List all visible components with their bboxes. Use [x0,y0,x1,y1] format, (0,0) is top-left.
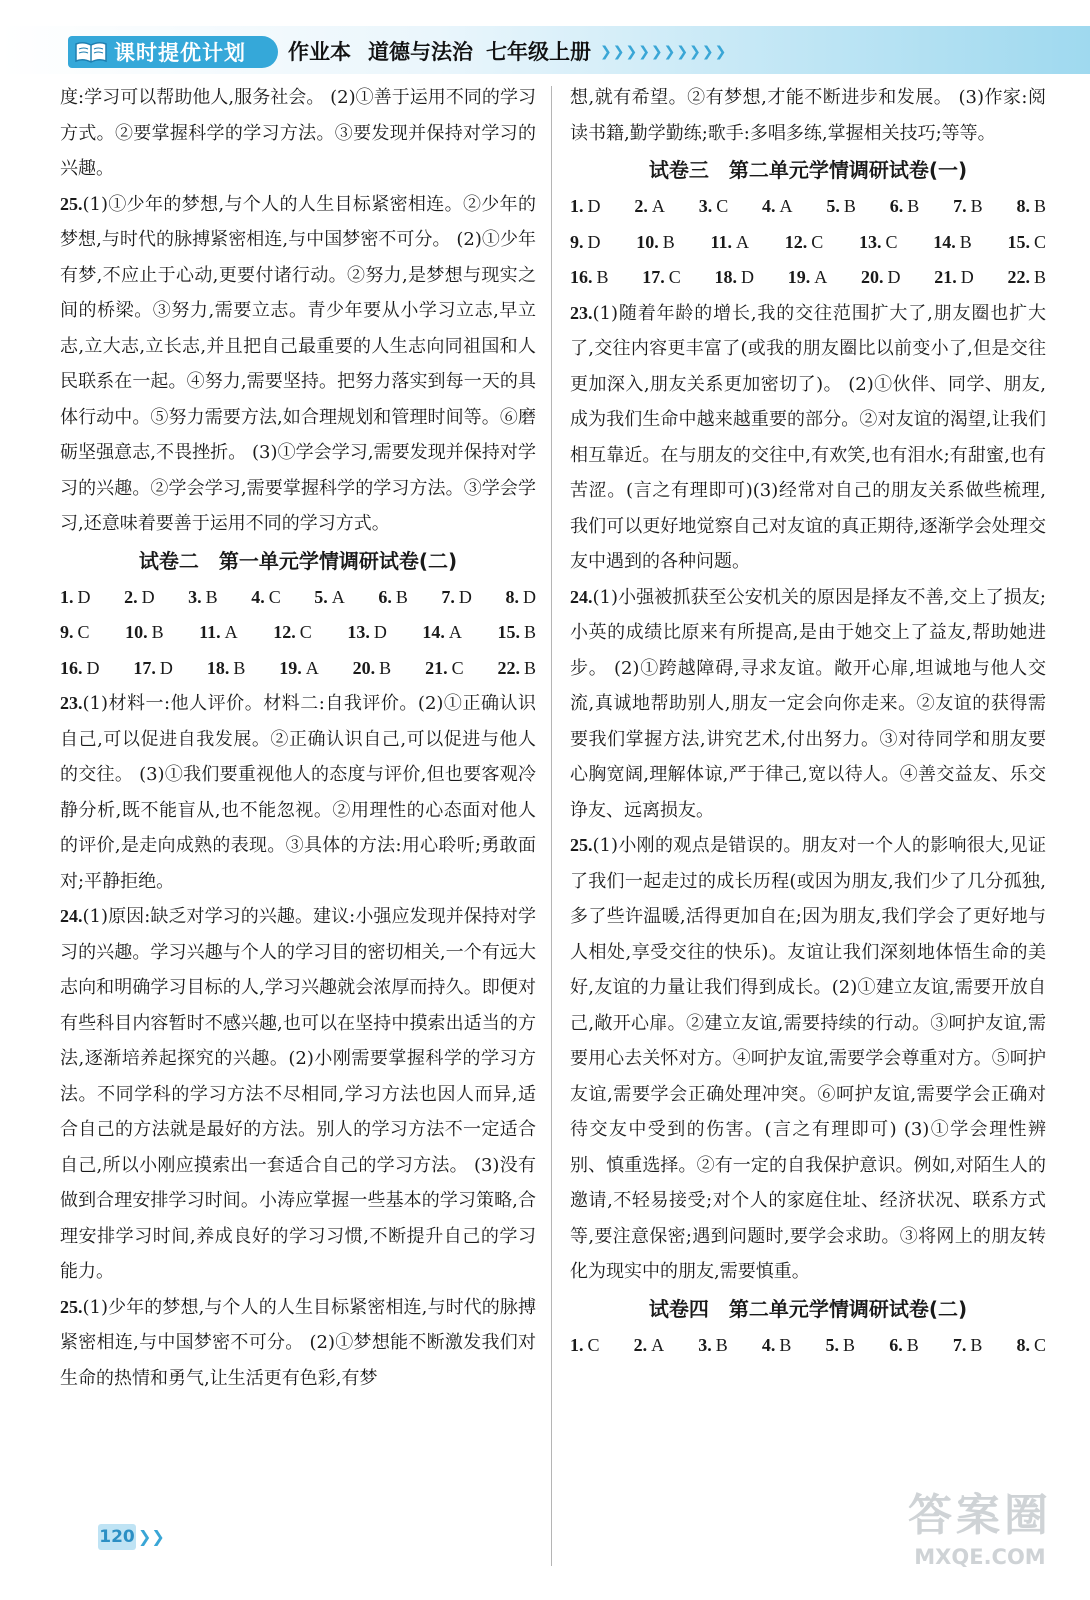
open-book-icon [68,36,114,68]
column-divider [551,86,552,1566]
answer-item: 8. C [1016,1334,1046,1355]
answer-text: (1)小强被抓获至公安机关的原因是择友不善,交上了损友;小英的成绩比原来有所提高,是由于她交上了益友,帮助她进步。 (2)①跨越障碍,寻求友谊。敞开心扉,坦诚地与他人交流,真诚地帮助别人,朋友一定会向你走来。②友谊的获得需要我们掌握方法,讲究艺术,付出努力。③对待同学和朋友要心胸宽阔,理解体谅,严于律己,宽以待人。④善交益友、乐交诤友、远离损友。 [570,586,1046,821]
answer-text: (1)原因:缺乏对学习的兴趣。建议:小强应发现并保持对学习的兴趣。学习兴趣与个人的学习目的密切相关,一个有远大志向和明确学习目标的人,学习兴趣就会浓厚而持久。即便对有些科目内容暂时不感兴趣,也可以在坚持中摸索出适当的方法,逐渐培养起探究的兴趣。(2)小刚需要掌握科学的学习方法。不同学科的学习方法不尽相同,学习方法也因人而异,适合自己的方法就是最好的方法。别人的学习方法不一定适合自己,所以小刚应摸索出一套适合自己的学习方法。 (3)没有做到合理安排学习时间。小涛应掌握一些基本的学习策略,合理安排学习时间,养成良好的学习习惯,不断提升自己的学习能力。 [60,906,536,1282]
answer-item: 15. B [497,622,536,642]
answer-item: 7. D [441,586,472,607]
answer-item: 6. B [889,1334,919,1355]
answer-item: 8. B [1016,196,1046,216]
answer-25 [60,1290,536,1397]
answer-item: 19. A [787,267,828,287]
answer-item: 2. D [124,586,155,607]
answer-24 [570,580,1046,829]
answer-item: 9. C [60,622,90,642]
answer-text: (1)随着年龄的增长,我的交往范围扩大了,朋友圈也扩大了,交往内容更丰富了(或我的朋友圈比以前变小了,但是交往更加深入,朋友关系更加密切了)。 (2)①伙伴、同学、朋友,成为我们生命中越来越重要的部分。②对友谊的渴望,让我们相互靠近。在与朋友的交往中,有欢笑,也有泪水;有甜蜜,也有苦涩。(言之有理即可)(3)经常对自己的朋友关系做些梳理,我们可以更好地觉察自己对友谊的真正期待,逐渐学会处理交友中遇到的各种问题。 [570,302,1046,572]
answer-row [570,260,1046,296]
answer-row [570,225,1046,261]
answer-item: 15. C [1007,231,1046,252]
answer-item: 4. A [762,196,793,216]
answer-text: (1)材料一:他人评价。材料二:自我评价。(2)①正确认识自己,可以促进自我发展。②正确认识自己,可以促进与他人的交往。 (3)①我们要重视他人的态度与评价,但也要客观冷静分析,既不能盲从,也不能忽视。②用理性的心态面对他人的评价,是走向成熟的表现。③具体的方法:用心聆听;勇敢面对;平静拒绝。 [60,693,536,892]
answer-item: 18. B [206,657,246,678]
right-column [570,80,1046,1363]
section-title: 试卷三 第二单元学情调研试卷(一) [648,158,968,182]
answer-item: 3. C [698,196,729,216]
answer-item: 3. B [698,1334,728,1355]
answer-25 [60,187,536,542]
question-number: 23. [570,302,593,323]
answer-item: 11. A [199,622,238,642]
answer-item: 7. B [952,1334,983,1355]
answer-item: 12. C [784,231,824,252]
answer-item: 17. C [642,267,681,287]
answer-item: 16. B [570,267,609,287]
answer-item: 2. A [633,1334,665,1355]
watermark-logo [890,1488,1070,1588]
answer-item: 20. D [860,267,901,287]
watermark-text: 答案圈 [908,1490,1052,1541]
answer-row [570,189,1046,225]
answer-text: (1)少年的梦想,与个人的人生目标紧密相连,与时代的脉搏紧密相连,与中国梦密不可分。 (2)①梦想能不断激发我们对生命的热情和勇气,让生活更有色彩,有梦 [60,1296,536,1389]
answer-item: 6. B [889,196,920,216]
brand-badge [68,36,278,68]
question-number: 24. [570,586,593,607]
question-number: 23. [60,693,83,713]
answer-item: 18. D [714,267,754,287]
answer-row [60,580,536,616]
answer-item: 20. B [352,657,392,678]
answer-item: 14. B [933,231,972,252]
chevron-arrows-icon: ❯❯❯❯❯❯❯❯❯❯ [600,44,728,60]
answer-item: 8. D [505,586,536,607]
answer-item: 14. A [422,622,462,642]
answer-row [60,651,536,687]
question-number: 24. [60,906,83,926]
section-title: 试卷二 第一单元学情调研试卷(二) [138,548,458,573]
answer-item: 6. B [378,586,408,607]
answer-item: 7. B [953,196,983,216]
book-type: 作业本 [288,40,351,64]
answer-23 [570,296,1046,580]
answer-24 [60,899,536,1290]
answer-item: 1. D [570,196,601,216]
question-number: 25. [60,193,83,214]
answer-row [60,615,536,651]
page-number: 120 [98,1524,136,1550]
answer-item: 12. C [273,622,312,642]
answer-25 [570,828,1046,1290]
answer-item: 5. B [826,196,856,216]
answer-row [570,1328,1046,1364]
paragraph: 想,就有希望。②有梦想,才能不断进步和发展。 (3)作家:阅读书籍,勤学勤练;歌手:多唱多练,掌握相关技巧;等等。 [570,87,1046,144]
answer-item: 1. D [60,586,91,607]
answer-item: 22. B [1007,267,1046,287]
answer-item: 4. C [251,586,281,607]
answer-item: 13. C [858,231,898,252]
answer-item: 16. D [60,657,100,678]
brand-title: 课时提优计划 [114,41,246,65]
section-title: 试卷四 第二单元学情调研试卷(二) [648,1296,968,1321]
answer-item: 13. D [347,622,387,642]
answer-item: 21. D [934,267,974,287]
paragraph: 度:学习可以帮助他人,服务社会。 (2)①善于运用不同的学习方式。②要掌握科学的学习方法。③要发现并保持对学习的兴趣。 [60,87,536,179]
watermark-url: MXQE.COM [914,1545,1046,1569]
answer-item: 1. C [570,1334,600,1355]
answer-item: 22. B [497,657,536,678]
answer-item: 5. B [825,1334,856,1355]
question-number: 25. [570,835,593,855]
left-column [60,80,536,1396]
answer-item: 5. A [314,586,345,607]
answer-item: 21. C [425,657,464,678]
subject: 道德与法治 [368,40,473,64]
answer-item: 9. D [570,231,601,252]
answer-text: (1)①少年的梦想,与个人的人生目标紧密相连。②少年的梦想,与时代的脉搏紧密相连,与中国梦密不可分。 (2)①少年有梦,不应止于心动,更要付诸行动。②努力,是梦想与现实之间的桥梁。③努力,需要立志。青少年要从小学习立志,早立志,立大志,立长志,并且把自己最重要的人生志向同祖国和人民联系在一起。④努力,需要坚持。把努力落实到每一天的具体行动中。⑤努力需要方法,如合理规划和管理时间等。⑥磨砺坚强意志,不畏挫折。 (3)①学会学习,需要发现并保持对学习的兴趣。②学会学习,需要掌握科学的学习方法。③学会学习,还意味着要善于运用不同的学习方式。 [60,193,536,534]
answer-item: 10. B [636,231,675,252]
answer-23 [60,686,536,899]
answer-item: 11. A [710,231,749,252]
chevron-arrows-icon: ❯❯ [138,1527,165,1546]
answer-text: (1)小刚的观点是错误的。朋友对一个人的影响很大,见证了我们一起走过的成长历程(或因为朋友,我们少了几分孤独,多了些许温暖,活得更加自在;因为朋友,我们学会了更好地与人相处,享受交往的快乐)。友谊让我们深刻地体悟生命的美好,友谊的力量让我们得到成长。(2)①建立友谊,需要开放自己,敞开心扉。②建立友谊,需要持续的行动。③呵护友谊,需要用心去关怀对方。④呵护友谊,需要学会尊重对方。⑤呵护友谊,需要学会正确处理冲突。⑥呵护友谊,需要学会正确对待交友中受到的伤害。(言之有理即可) (3)①学会理性辨别、慎重选择。②有一定的自我保护意识。例如,对陌生人的邀请,不轻易接受;对个人的家庭住址、经济状况、联系方式等,要注意保密;遇到问题时,要学会求助。③将网上的朋友转化为现实中的朋友,需要慎重。 [570,835,1046,1282]
answer-item: 4. B [761,1334,792,1355]
grade: 七年级上册 [486,40,591,64]
answer-item: 2. A [634,196,665,216]
answer-item: 19. A [279,657,319,678]
answer-item: 3. B [188,586,218,607]
answer-item: 17. D [133,657,173,678]
answer-item: 10. B [125,622,164,642]
question-number: 25. [60,1296,83,1317]
